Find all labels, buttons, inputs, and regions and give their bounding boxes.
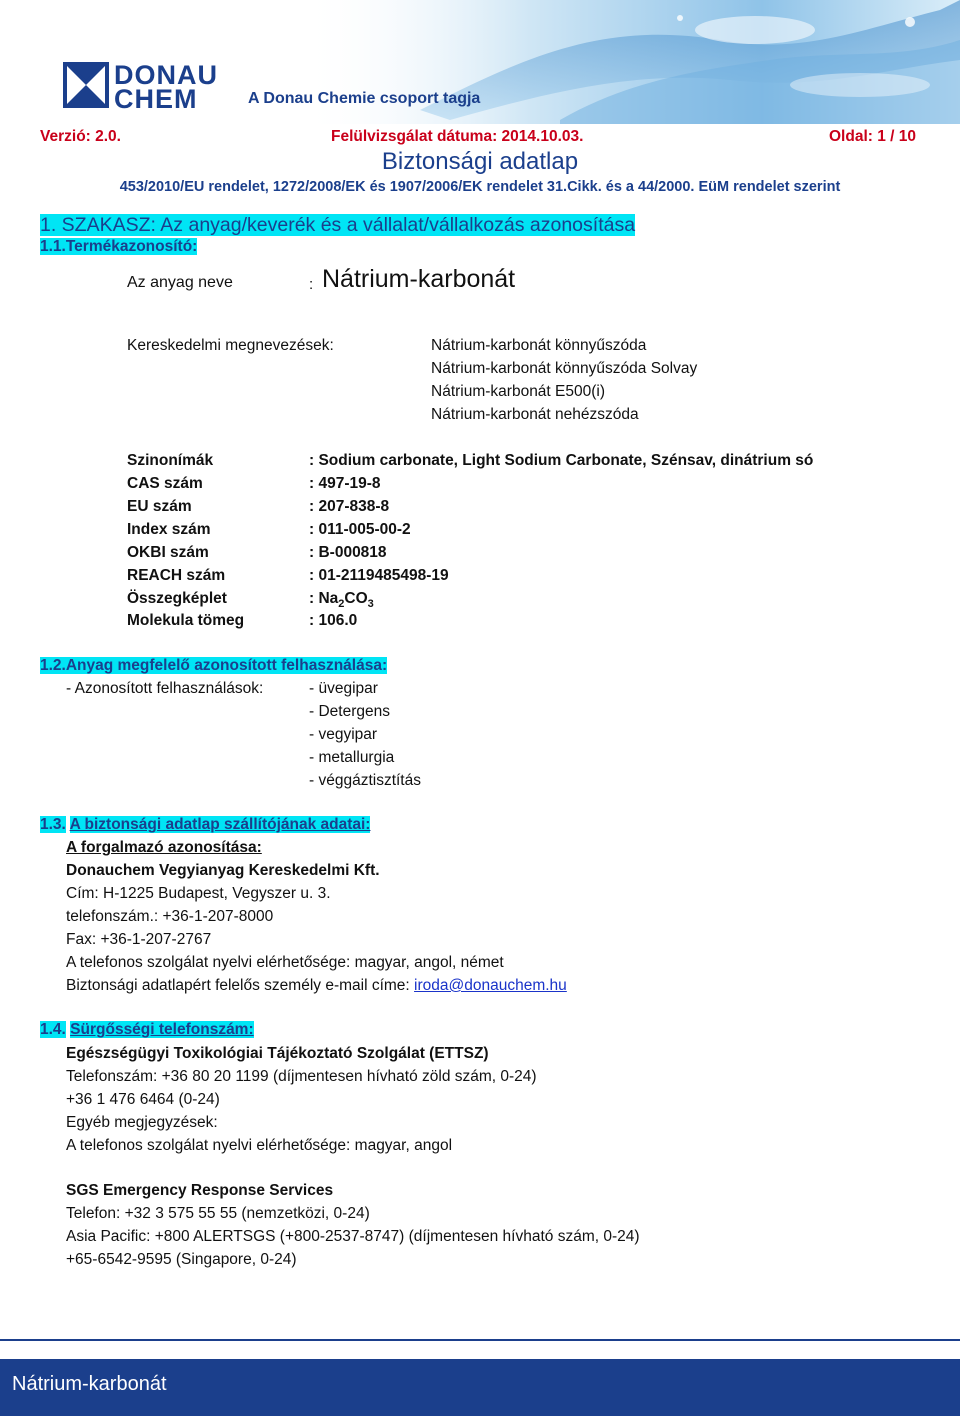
sgs-phone: Telefon: +32 3 575 55 55 (nemzetközi, 0-24) bbox=[66, 1205, 370, 1222]
other-notes-label: Egyéb megjegyzések: bbox=[66, 1114, 218, 1131]
ettsz-phone: Telefonszám: +36 80 20 1199 (díjmentesen hívható zöld szám, 0-24) bbox=[66, 1068, 537, 1085]
version-label: Verzió: 2.0. bbox=[40, 128, 121, 145]
use-item: - véggáztisztítás bbox=[309, 772, 421, 789]
formula-label: Összegképlet bbox=[127, 590, 227, 607]
cas-number-label: CAS szám bbox=[127, 475, 203, 492]
page-number: Oldal: 1 / 10 bbox=[829, 128, 917, 145]
trade-name-item: Nátrium-karbonát könnyűszóda bbox=[431, 337, 647, 354]
identified-uses-label: - Azonosított felhasználások: bbox=[66, 680, 264, 697]
trade-name-item: Nátrium-karbonát E500(i) bbox=[431, 383, 606, 400]
substance-name-value: Nátrium-karbonát bbox=[322, 265, 516, 293]
use-item: - vegyipar bbox=[309, 726, 378, 743]
email-link[interactable]: iroda@donauchem.hu bbox=[414, 977, 567, 994]
substance-name-label: Az anyag neve bbox=[127, 274, 233, 291]
footer-divider bbox=[0, 1339, 960, 1341]
company-name: Donauchem Vegyianyag Kereskedelmi Kft. bbox=[66, 862, 380, 879]
sgs-singapore: +65-6542-9595 (Singapore, 0-24) bbox=[66, 1251, 297, 1268]
responsible-email-line: Biztonsági adatlapért felelős személy e-mail címe: iroda@donauchem.hu bbox=[66, 977, 567, 994]
synonyms-label: Szinonímák bbox=[127, 452, 214, 469]
ettsz-phone-2: +36 1 476 6464 (0-24) bbox=[66, 1091, 220, 1108]
reach-number-value: : 01-2119485498-19 bbox=[309, 567, 449, 584]
molecular-mass-label: Molekula tömeg bbox=[127, 612, 245, 629]
company-address: Cím: H-1225 Budapest, Vegyszer u. 3. bbox=[66, 885, 331, 902]
ettsz-heading: Egészségügyi Toxikológiai Tájékoztató Szolgálat (ETTSZ) bbox=[66, 1045, 489, 1062]
formula-value: : $Na_2CO_3$ bbox=[309, 590, 374, 611]
service-languages: A telefonos szolgálat nyelvi elérhetősége: magyar, angol, német bbox=[66, 954, 504, 971]
footer-product-name: Nátrium-karbonát bbox=[12, 1373, 167, 1395]
index-number-label: Index szám bbox=[127, 521, 211, 538]
use-item: - Detergens bbox=[309, 703, 390, 720]
trade-names-label: Kereskedelmi megnevezések: bbox=[127, 337, 334, 354]
reach-number-label: REACH szám bbox=[127, 567, 226, 584]
logo-text-donau: DONAU bbox=[114, 60, 218, 90]
donau-chem-logo-icon bbox=[63, 62, 109, 108]
sgs-asia-pacific: Asia Pacific: +800 ALERTSGS (+800-2537-8747) (díjmentesen hívható szám, 0-24) bbox=[66, 1228, 640, 1245]
subsection-1-2-heading: 1.2.Anyag megfelelő azonosított felhasználása: bbox=[40, 657, 388, 674]
ettsz-languages: A telefonos szolgálat nyelvi elérhetősége: magyar, angol bbox=[66, 1137, 453, 1154]
company-fax: Fax: +36-1-207-2767 bbox=[66, 931, 212, 948]
subsection-1-1-heading: 1.1.Termékazonosító: bbox=[40, 238, 198, 255]
synonyms-value: : Sodium carbonate, Light Sodium Carbonate, Szénsav, dinátrium só bbox=[309, 452, 814, 469]
okbi-number-label: OKBI szám bbox=[127, 544, 209, 561]
use-item: - metallurgia bbox=[309, 749, 395, 766]
molecular-mass-value: : 106.0 bbox=[309, 612, 358, 629]
trade-name-item: Nátrium-karbonát nehézszóda bbox=[431, 406, 639, 423]
trade-name-item: Nátrium-karbonát könnyűszóda Solvay bbox=[431, 360, 698, 377]
use-item: - üvegipar bbox=[309, 680, 378, 697]
document-title: Biztonsági adatlap bbox=[381, 148, 579, 175]
header-banner bbox=[0, 0, 960, 124]
index-number-value: : 011-005-00-2 bbox=[309, 521, 411, 538]
review-date: Felülvizsgálat dátuma: 2014.10.03. bbox=[331, 128, 584, 145]
eu-number-value: : 207-838-8 bbox=[309, 498, 390, 515]
logo-text-chem: CHEM bbox=[114, 84, 198, 114]
company-tagline: A Donau Chemie csoport tagja bbox=[248, 90, 481, 107]
eu-number-label: EU szám bbox=[127, 498, 192, 515]
substance-name-colon: : bbox=[309, 276, 314, 293]
sgs-heading: SGS Emergency Response Services bbox=[66, 1182, 334, 1199]
subsection-1-4-heading: 1.4. Sürgősségi telefonszám: bbox=[40, 1021, 254, 1038]
section-1-heading: 1. SZAKASZ: Az anyag/keverék és a vállalat/vállalkozás azonosítása bbox=[40, 214, 636, 236]
cas-number-value: : 497-19-8 bbox=[309, 475, 381, 492]
okbi-number-value: : B-000818 bbox=[309, 544, 387, 561]
company-phone: telefonszám.: +36-1-207-8000 bbox=[66, 908, 274, 925]
footer-bar bbox=[0, 1359, 960, 1416]
distributor-heading: A forgalmazó azonosítása: bbox=[66, 839, 262, 856]
document-subtitle: 453/2010/EU rendelet, 1272/2008/EK és 1907/2006/EK rendelet 31.Cikk. és a 44/2000. EüM rendelet szerint bbox=[119, 179, 841, 195]
subsection-1-3-heading: 1.3. A biztonsági adatlap szállítójának adatai: bbox=[40, 816, 371, 833]
